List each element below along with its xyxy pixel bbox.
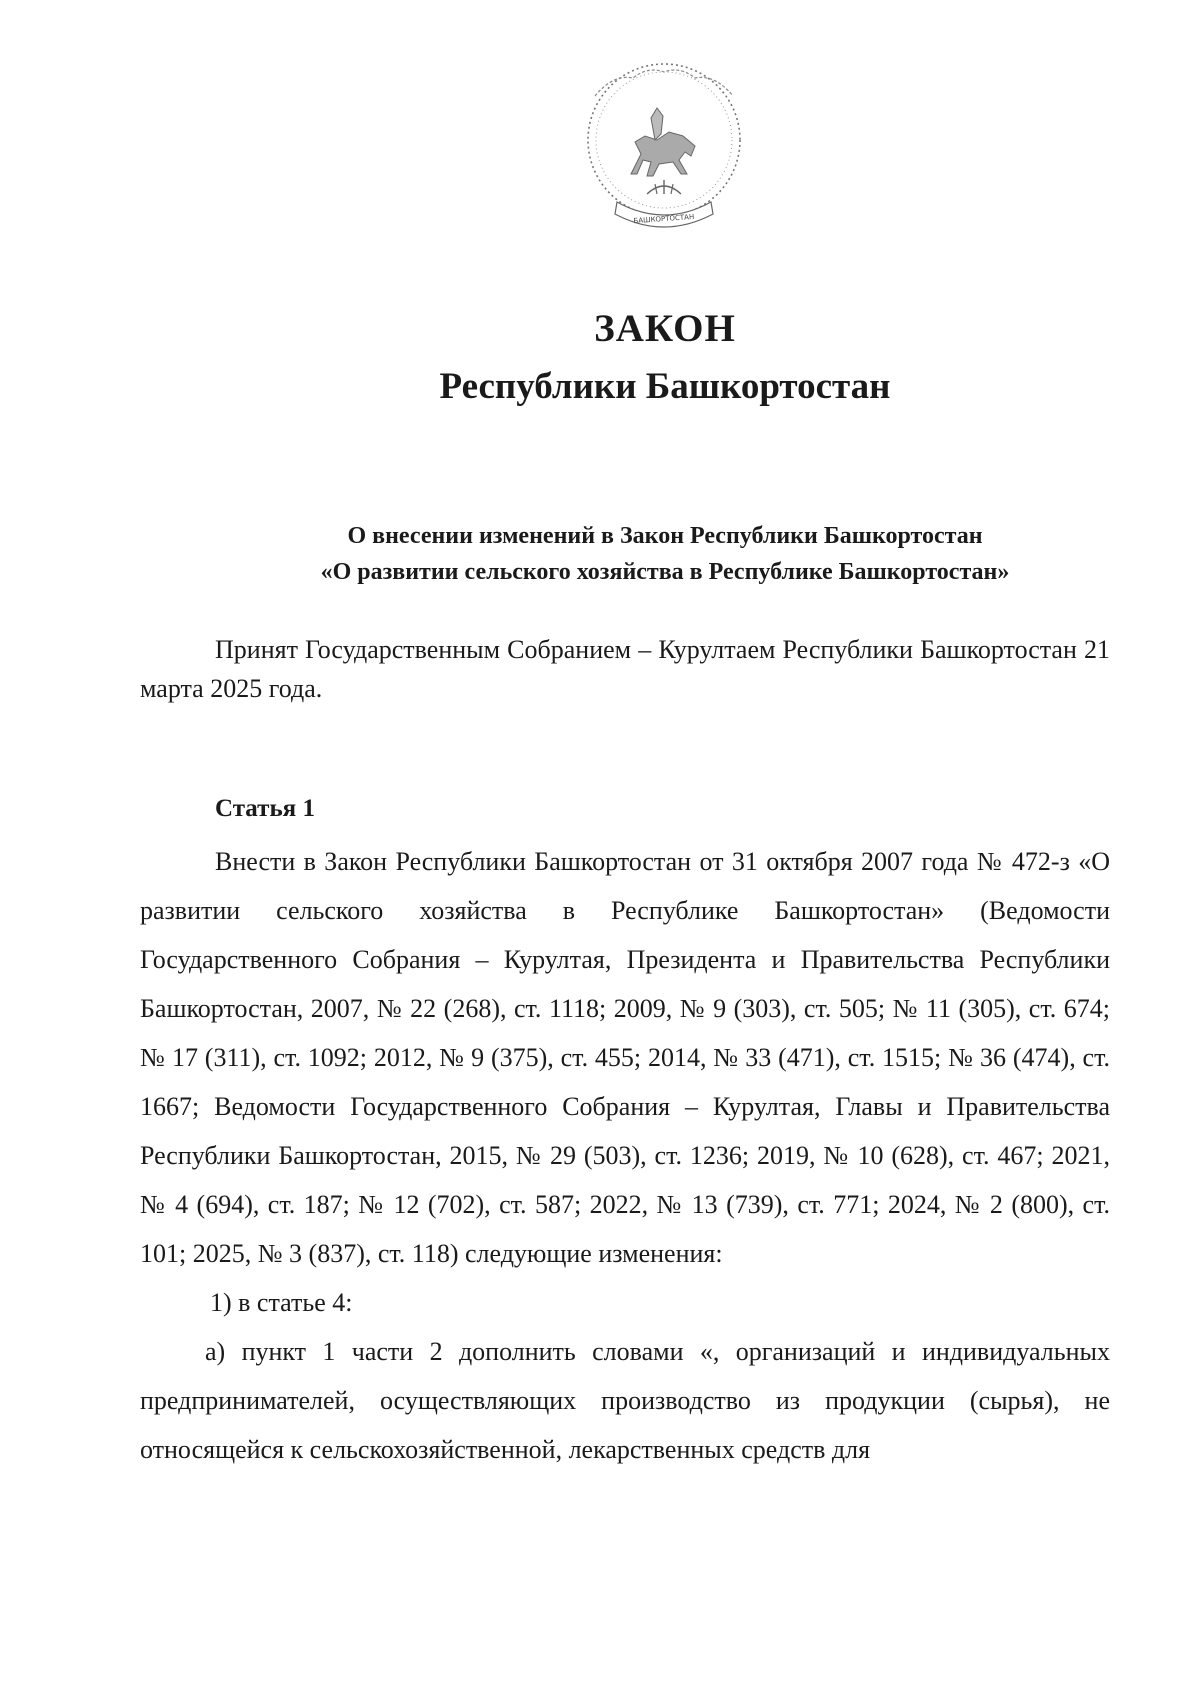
law-name-line-2: «О развитии сельского хозяйства в Республике Башкортостан» [320,559,1010,585]
article-heading: Статья 1 [215,795,315,822]
law-name [140,518,1190,590]
article-body [140,837,1110,1474]
article-intro-paragraph: Внести в Закон Республики Башкортостан от 31 октября 2007 года № 472-з «О развитии сельского хозяйства в Республике Башкортостан» (Ведомости Государственного Собрания – Курултая, Президента и Правительства Республики Башкортостан, 2007, № 22 (268), ст. 1118; 2009, № 9 (303), ст. 505; № 11 (305), ст. 674; № 17 (311), ст. 1092; 2012, № 9 (375), ст. 455; 2014, № 33 (471), ст. 1515; № 36 (474), ст. 1667; Ведомости Государственного Собрания – Курултая, Главы и Правительства Республики Башкортостан, 2015, № 29 (503), ст. 1236; 2019, № 10 (628), ст. 467; 2021, № 4 (694), ст. 187; № 12 (702), ст. 587; 2022, № 13 (739), ст. 771; 2024, № 2 (800), ст. 101; 2025, № 3 (837), ст. 118) следующие изменения: [140,847,1110,1268]
title-law: ЗАКОН [594,307,736,350]
law-name-line-1: О внесении изменений в Закон Республики Башкортостан [347,523,983,549]
list-item-1a: а) пункт 1 части 2 дополнить словами «, организаций и индивидуальных предпринимателей, осуществляющих производство из продукции (сырья), не относящейся к сельскохозяйственной, лекарственных средств для [140,1337,1110,1464]
list-item-1: 1) в статье 4: [210,1288,353,1317]
adoption-statement: Принят Государственным Собранием – Курултаем Республики Башкортостан 21 марта 2025 года. [140,635,1110,703]
title-republic: Республики Башкортостан [439,366,891,407]
document-title [65,300,1200,416]
emblem-ribbon-text: БАШКОРТОСТАН [633,212,695,226]
bashkortostan-emblem-icon [573,56,755,238]
